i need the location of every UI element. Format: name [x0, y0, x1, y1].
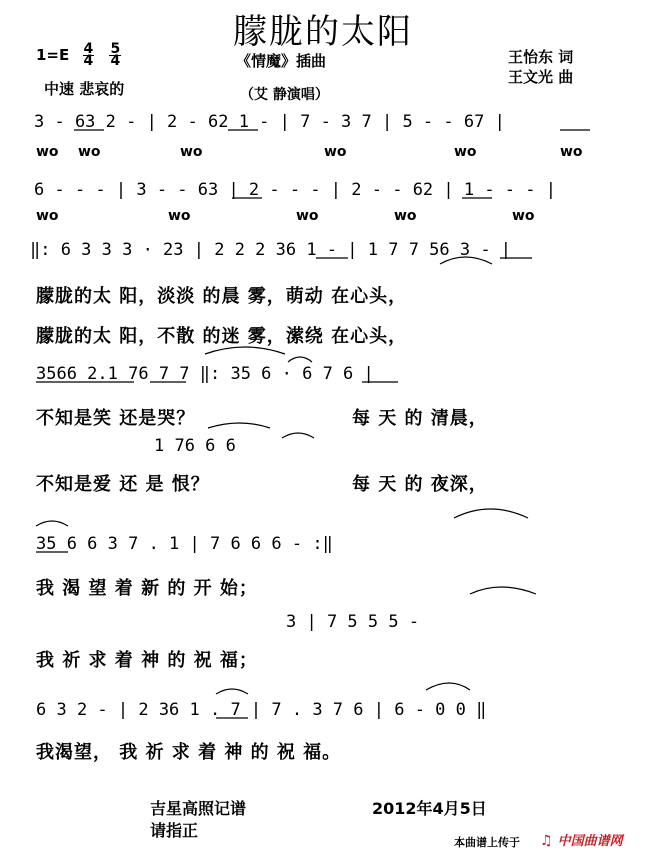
song-title: 朦胧的太阳	[233, 12, 413, 52]
score-row-1-notes: 3 - 63 2 - | 2 - 62 1 - | 7 - 3 7 | 5 - - 67 |	[34, 112, 505, 132]
score-row-6-notes: 6 3 2 - | 2 36 1 . 7 | 7 . 3 7 6 | 6 - 0 0 ‖	[36, 700, 487, 720]
slur-mark	[440, 257, 492, 264]
slur-mark	[470, 587, 536, 594]
site-logo[interactable]	[540, 830, 623, 849]
score-row-5-lyrics-verse-1: 我 渴 望 着 新 的 开 始；	[36, 578, 258, 599]
performer: （艾 静演唱）	[240, 87, 329, 103]
slur-mark	[216, 689, 248, 694]
composer-credit: 王文光 曲	[508, 68, 574, 86]
slur-mark	[454, 509, 528, 518]
score-row-3-lyrics-verse-2: 朦胧的太 阳，不散 的迷 雾，潆绕 在心头，	[36, 326, 408, 347]
site-logo-text: 中国曲谱网	[557, 834, 623, 849]
score-row-5-alt-notes: 3 | 7 5 5 5 -	[286, 612, 420, 632]
score-row-5-lyrics-verse-2: 我 祈 求 着 神 的 祝 福；	[36, 650, 258, 671]
lyricist-credit: 王怡东 词	[508, 48, 574, 66]
slur-mark	[282, 433, 314, 438]
please-correct-note: 请指正	[150, 821, 199, 840]
tempo-marking: 中速 悲哀的	[44, 80, 125, 98]
score-row-3-lyrics-verse-1: 朦胧的太 阳，淡淡 的晨 雾，萌动 在心头，	[36, 286, 408, 307]
transcriber-credit: 吉星高照记谱	[150, 799, 247, 818]
slur-mark	[288, 357, 312, 362]
score-row-4-lyrics-verse-2-cont: 每 天 的 夜深，	[352, 474, 488, 495]
score-row-4-notes: 3566 2.1 76 7 7 ‖: 35 6 · 6 7 6 |	[36, 364, 374, 384]
score-row-2-notes: 6 - - - | 3 - - 63 | 2 - - - | 2 - - 62 | 1 - - - |	[34, 180, 556, 200]
score-row-4-lyrics-verse-1-cont: 每 天 的 清晨，	[352, 408, 488, 429]
transcription-date: 2012年4月5日	[372, 799, 487, 818]
slur-mark	[208, 423, 270, 428]
slur-mark	[426, 683, 470, 690]
slur-mark	[36, 521, 68, 526]
score-row-4-lyrics-verse-1: 不知是笑 还是哭？	[36, 408, 196, 429]
upload-note: 本曲谱上传于	[454, 836, 520, 849]
music-note-icon: ♫	[540, 833, 553, 849]
score-row-5-notes: 35 6 6 3 7 . 1 | 7 6 6 6 - :‖	[36, 534, 333, 554]
slur-mark	[205, 347, 285, 354]
time-signature-1: $\frac{4}{4}$	[83, 41, 94, 69]
score-row-4-lyrics-verse-2: 不知是爱 还 是 恨？	[36, 474, 210, 495]
key-label: 1=E	[36, 46, 70, 64]
time-signature-2: $\frac{5}{4}$	[110, 41, 121, 69]
score-row-3-notes: ‖: 6 3 3 3 · 23 | 2 2 2 36 1 - | 1 7 7 56 3 - |	[30, 240, 512, 260]
score-row-4-alt-notes: 1 76 6 6	[154, 436, 236, 456]
song-source: 《情魔》插曲	[236, 52, 327, 70]
score-row-6-lyrics: 我渴望， 我 祈 求 着 神 的 祝 福。	[36, 742, 342, 763]
